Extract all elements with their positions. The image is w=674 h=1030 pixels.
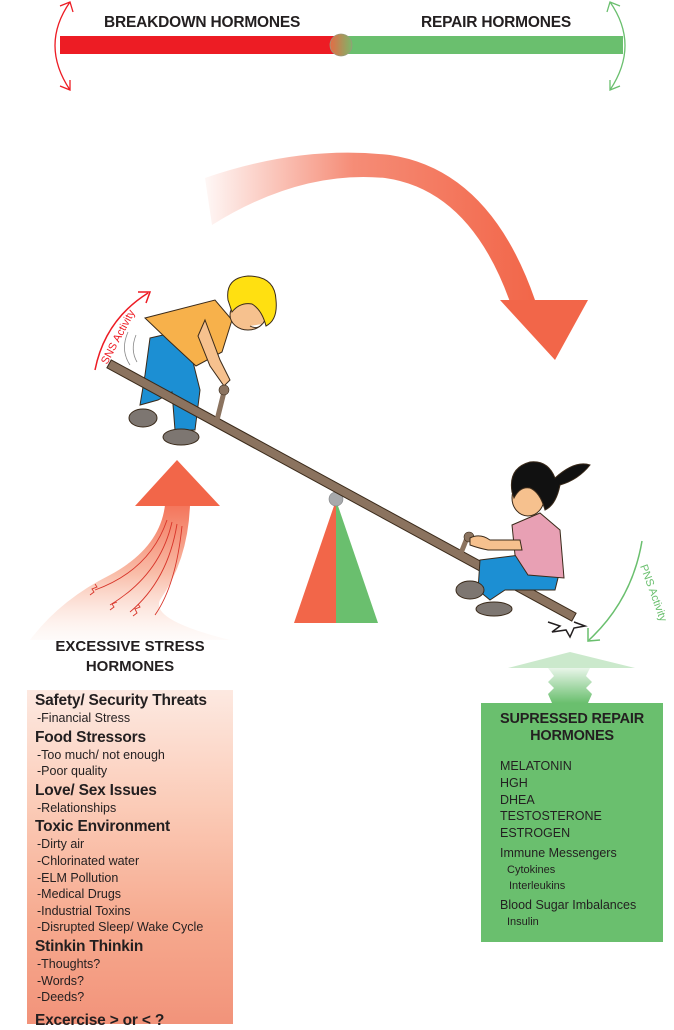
- stress-title-line1: EXCESSIVE STRESS: [55, 638, 205, 655]
- stress-list: [35, 690, 235, 1030]
- stress-item: -Chlorinated water: [37, 853, 140, 868]
- repair-panel-title: [481, 711, 663, 745]
- stress-title-line2: HORMONES: [85, 658, 175, 675]
- repair-up-arrow-icon: [508, 652, 635, 703]
- stress-item: -Industrial Toxins: [37, 903, 131, 918]
- impact-icon: [548, 622, 585, 637]
- stress-category: Toxic Environment: [35, 818, 170, 836]
- stress-category: Safety/ Security Threats: [35, 692, 207, 709]
- repair-sub-item: Cytokines: [507, 863, 556, 876]
- hormone-item: MELATONIN: [500, 759, 572, 773]
- stress-up-arrow-icon: [30, 460, 230, 640]
- hormone-item: DHEA: [500, 792, 535, 807]
- repair-list: [500, 758, 636, 930]
- hormone-balance-bar: [60, 34, 623, 56]
- balance-knob-icon: [330, 34, 352, 56]
- stress-panel-title: [27, 637, 233, 677]
- repair-group-label: Blood Sugar Imbalances: [500, 897, 637, 912]
- repair-title-line2: HORMONES: [530, 728, 614, 744]
- stress-category: Stinkin Thinkin: [35, 937, 144, 955]
- hormone-item: HGH: [500, 775, 528, 790]
- repair-group-label: Immune Messengers: [500, 845, 617, 860]
- hormone-item: TESTOSTERONE: [500, 809, 602, 824]
- hormone-item: ESTROGEN: [500, 826, 571, 841]
- stress-category: Excercise > or < ?: [35, 1011, 165, 1029]
- fulcrum: [294, 492, 378, 623]
- stress-item: -Disrupted Sleep/ Wake Cycle: [37, 920, 204, 935]
- pns-activity-arrow-icon: [588, 541, 642, 641]
- curved-arrow-down-right-icon: [205, 153, 588, 360]
- sns-activity-label: SNS Activity: [99, 307, 138, 367]
- stress-item: -Poor quality: [37, 764, 108, 779]
- stress-category: Love/ Sex Issues: [35, 781, 157, 799]
- repair-title-line1: SUPRESSED REPAIR: [500, 711, 644, 727]
- stress-item: -Financial Stress: [37, 711, 131, 725]
- stress-item: -Too much/ not enough: [37, 747, 165, 762]
- stress-item: -Thoughts?: [37, 956, 101, 971]
- stress-item: -Relationships: [37, 800, 117, 815]
- stress-item: -Deeds?: [37, 990, 85, 1005]
- stress-category: Food Stressors: [35, 728, 146, 746]
- repair-sub-item: Interleukins: [509, 879, 566, 892]
- stress-item: -ELM Pollution: [37, 870, 119, 885]
- repair-hormones-label: REPAIR HORMONES: [421, 14, 572, 31]
- repair-sub-item: Insulin: [507, 915, 539, 928]
- stress-item: -Words?: [37, 973, 85, 988]
- stress-item: -Dirty air: [37, 837, 85, 852]
- breakdown-hormones-label: BREAKDOWN HORMONES: [104, 14, 301, 31]
- pns-activity-label: PNS Activity: [637, 562, 669, 624]
- stress-item: -Medical Drugs: [37, 887, 122, 902]
